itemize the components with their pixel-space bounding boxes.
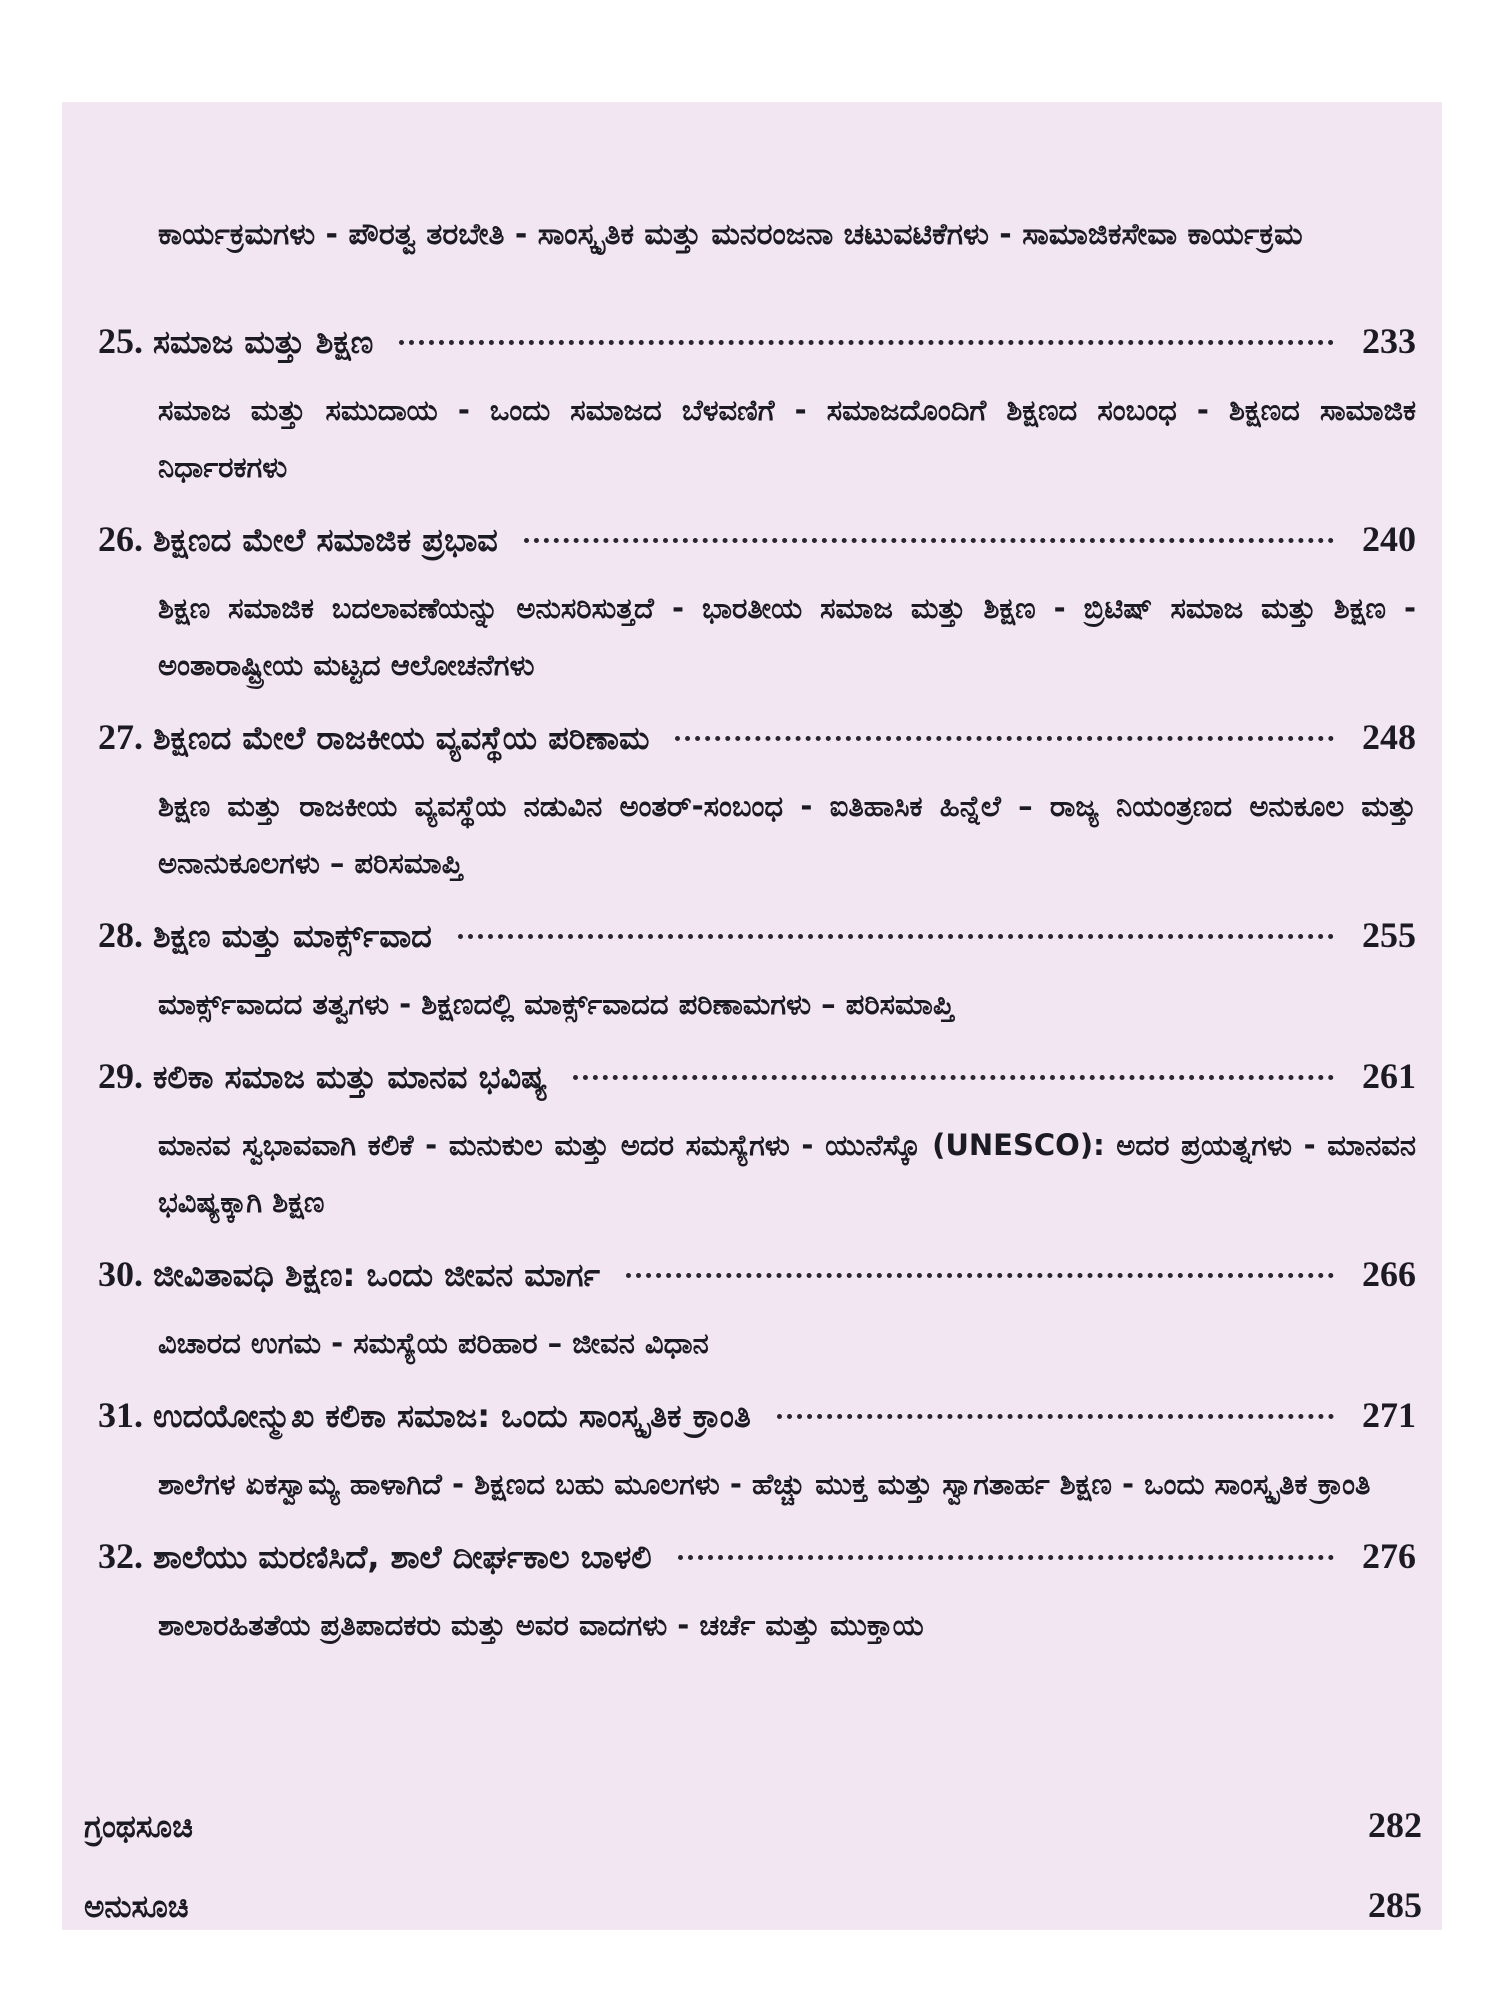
chapter-title: ಕಲಿಕಾ ಸಮಾಜ ಮತ್ತು ಮಾನವ ಭವಿಷ್ಯ <box>153 1058 548 1096</box>
page-number: 240 <box>1362 519 1416 559</box>
toc-heading <box>98 1253 1416 1315</box>
toc-heading <box>98 1535 1416 1597</box>
toc-entry-28 <box>98 914 1416 1033</box>
chapter-title: ಶಿಕ್ಷಣದ ಮೇಲೆ ರಾಜಕೀಯ ವ್ಯವಸ್ಥೆಯ ಪರಿಣಾಮ <box>153 719 650 757</box>
chapter-description: ಮಾರ್ಕ್ಸ್‌ವಾದದ ತತ್ವಗಳು - ಶಿಕ್ಷಣದಲ್ಲಿ ಮಾರ್ಕ್ಸ್‌ವಾದದ ಪರಿಣಾಮಗಳು – ಪರಿಸಮಾಪ್ತಿ <box>158 987 954 1021</box>
chapter-title: ಸಮಾಜ ಮತ್ತು ಶಿಕ್ಷಣ <box>153 323 374 361</box>
chapter-number: 31. <box>98 1395 143 1435</box>
dot-leader <box>777 1414 1334 1419</box>
chapter-number: 26. <box>98 519 143 559</box>
toc-entry-30 <box>98 1253 1416 1372</box>
dot-leader <box>675 736 1334 741</box>
chapter-description: ಸಮಾಜ ಮತ್ತು ಸಮುದಾಯ - ಒಂದು ಸಮಾಜದ ಬೆಳವಣಿಗೆ - ಸಮಾಜದೊಂದಿಗೆ ಶಿಕ್ಷಣದ ಸಂಬಂಧ - ಶಿಕ್ಷಣದ ಸಾಮಾಜಿಕ ನಿರ್ಧಾರಕಗಳು <box>158 393 1416 484</box>
chapter-title: ಶಿಕ್ಷಣದ ಮೇಲೆ ಸಮಾಜಿಕ ಪ್ರಭಾವ <box>153 521 498 559</box>
chapter-number: 27. <box>98 717 143 757</box>
toc-entry-31 <box>98 1394 1416 1513</box>
chapter-number: 29. <box>98 1056 143 1096</box>
appendix-entry <box>84 1884 1422 1926</box>
chapter-number: 28. <box>98 915 143 955</box>
toc-heading <box>98 1055 1416 1117</box>
toc-heading <box>98 1394 1416 1456</box>
page-number: 248 <box>1362 717 1416 757</box>
page-number: 255 <box>1362 915 1416 955</box>
chapter-number: 25. <box>98 321 143 361</box>
chapter-description: ವಿಚಾರದ ಉಗಮ - ಸಮಸ್ಯೆಯ ಪರಿಹಾರ – ಜೀವನ ವಿಧಾನ <box>158 1326 709 1360</box>
toc-entry-27 <box>98 716 1416 892</box>
chapter-description: ಶಾಲಾರಹಿತತೆಯ ಪ್ರತಿಪಾದಕರು ಮತ್ತು ಅವರ ವಾದಗಳು - ಚರ್ಚೆ ಮತ್ತು ಮುಕ್ತಾಯ <box>158 1608 924 1642</box>
page-number: 233 <box>1362 321 1416 361</box>
chapter-title: ಜೀವಿತಾವಧಿ ಶಿಕ್ಷಣ: ಒಂದು ಜೀವನ ಮಾರ್ಗ <box>153 1256 600 1294</box>
page-number: 276 <box>1362 1536 1416 1576</box>
toc-heading <box>98 320 1416 382</box>
continued-description: ಕಾರ್ಯಕ್ರಮಗಳು - ಪೌರತ್ವ ತರಬೇತಿ - ಸಾಂಸ್ಕೃತಿಕ ಮತ್ತು ಮನರಂಜನಾ ಚಟುವಟಿಕೆಗಳು - ಸಾಮಾಜಿಕಸೇವಾ ಕಾರ್ಯಕ್ರಮ <box>158 217 1303 252</box>
page-number: 271 <box>1362 1395 1416 1435</box>
appendix-title: ಅನುಸೂಚಿ <box>84 1889 189 1925</box>
page-number: 282 <box>1368 1805 1422 1845</box>
chapter-title: ಶಿಕ್ಷಣ ಮತ್ತು ಮಾರ್ಕ್ಸ್‌ವಾದ <box>153 917 432 955</box>
toc-entry-32 <box>98 1535 1416 1654</box>
table-of-contents <box>98 320 1416 1676</box>
page-number: 266 <box>1362 1254 1416 1294</box>
dot-leader <box>524 538 1334 543</box>
chapter-description: ಮಾನವ ಸ್ವಭಾವವಾಗಿ ಕಲಿಕೆ - ಮನುಕುಲ ಮತ್ತು ಅದರ ಸಮಸ್ಯೆಗಳು - ಯುನೆಸ್ಕೊ (UNESCO): ಅದರ ಪ್ರಯತ್ನಗಳು - ಮಾನವನ ಭವಿಷ್ಯಕ್ಕಾಗಿ ಶಿಕ್ಷಣ <box>158 1128 1416 1219</box>
chapter-number: 32. <box>98 1536 143 1576</box>
bibliography-title: ಗ್ರಂಥಸೂಚಿ <box>84 1809 193 1845</box>
toc-entry-29 <box>98 1055 1416 1231</box>
page-number: 285 <box>1368 1885 1422 1925</box>
toc-heading <box>98 716 1416 778</box>
toc-heading <box>98 914 1416 976</box>
toc-entry-25 <box>98 320 1416 496</box>
chapter-title: ಶಾಲೆಯು ಮರಣಿಸಿದೆ, ಶಾಲೆ ದೀರ್ಘಕಾಲ ಬಾಳಲಿ <box>153 1538 652 1576</box>
chapter-title: ಉದಯೋನ್ಮುಖ ಕಲಿಕಾ ಸಮಾಜ: ಒಂದು ಸಾಂಸ್ಕೃತಿಕ ಕ್ರಾಂತಿ <box>153 1397 751 1435</box>
chapter-description: ಶಿಕ್ಷಣ ಮತ್ತು ರಾಜಕೀಯ ವ್ಯವಸ್ಥೆಯ ನಡುವಿನ ಅಂತರ್-ಸಂಬಂಧ - ಐತಿಹಾಸಿಕ ಹಿನ್ನೆಲೆ – ರಾಜ್ಯ ನಿಯಂತ್ರಣದ ಅನುಕೂಲ ಮತ್ತು ಅನಾನುಕೂಲಗಳು – ಪರಿಸಮಾಪ್ತಿ <box>158 789 1416 880</box>
page-number: 261 <box>1362 1056 1416 1096</box>
dot-leader <box>626 1273 1334 1278</box>
toc-heading <box>98 518 1416 580</box>
dot-leader <box>458 934 1334 939</box>
chapter-description: ಶಿಕ್ಷಣ ಸಮಾಜಿಕ ಬದಲಾವಣೆಯನ್ನು ಅನುಸರಿಸುತ್ತದೆ - ಭಾರತೀಯ ಸಮಾಜ ಮತ್ತು ಶಿಕ್ಷಣ - ಬ್ರಿಟಿಷ್ ಸಮಾಜ ಮತ್ತು ಶಿಕ್ಷಣ - ಅಂತಾರಾಷ್ಟ್ರೀಯ ಮಟ್ಟದ ಆಲೋಚನೆಗಳು <box>158 591 1416 682</box>
dot-leader <box>573 1075 1334 1080</box>
book-page <box>62 102 1442 1930</box>
chapter-number: 30. <box>98 1254 143 1294</box>
chapter-description: ಶಾಲೆಗಳ ಏಕಸ್ವಾಮ್ಯ ಹಾಳಾಗಿದೆ - ಶಿಕ್ಷಣದ ಬಹು ಮೂಲಗಳು - ಹೆಚ್ಚು ಮುಕ್ತ ಮತ್ತು ಸ್ವಾಗತಾರ್ಹ ಶಿಕ್ಷಣ - ಒಂದು ಸಾಂಸ್ಕೃತಿಕ ಕ್ರಾಂತಿ <box>158 1467 1371 1501</box>
dot-leader <box>678 1555 1334 1560</box>
toc-entry-26 <box>98 518 1416 694</box>
bibliography-entry <box>84 1804 1422 1846</box>
dot-leader <box>399 340 1334 345</box>
